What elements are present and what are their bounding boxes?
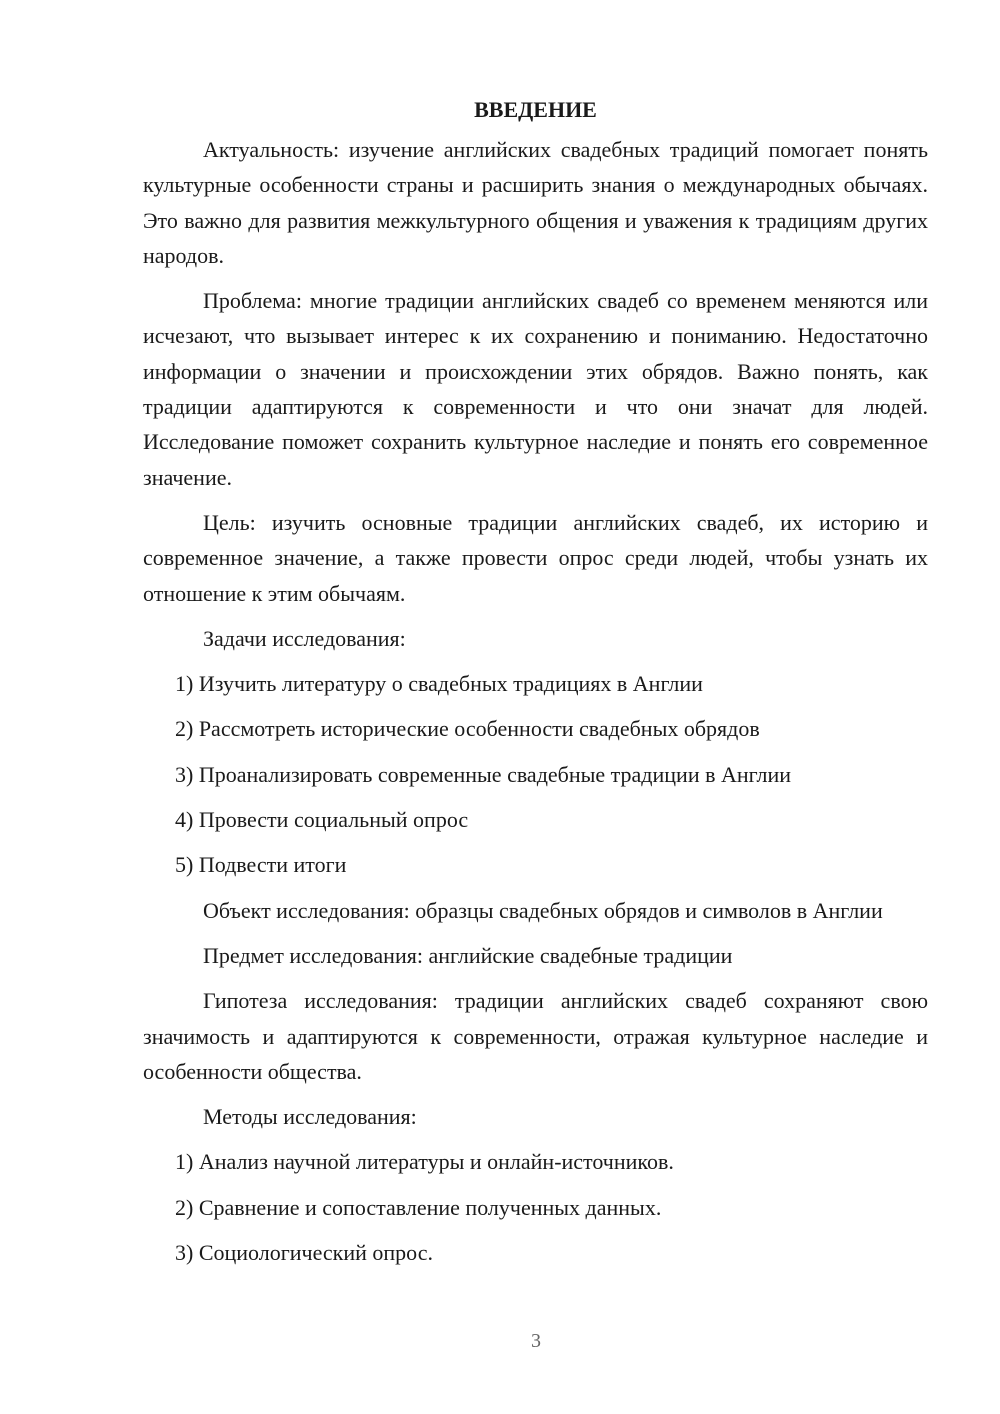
list-item: 3) Социологический опрос. <box>175 1240 433 1266</box>
goal-paragraph: Цель: изучить основные традиции английских свадеб, их историю и современное значение, а также провести опрос среди людей, чтобы узнать их отношение к этим обычаям. <box>143 509 928 606</box>
list-item: 1) Анализ научной литературы и онлайн-источников. <box>175 1149 674 1175</box>
page-title: ВВЕДЕНИЕ <box>474 97 597 122</box>
subject-paragraph: Предмет исследования: английские свадебные традиции <box>203 942 733 968</box>
list-item: 2) Рассмотреть исторические особенности свадебных обрядов <box>175 716 760 742</box>
methods-heading: Методы исследования: <box>203 1104 417 1130</box>
object-paragraph: Объект исследования: образцы свадебных обрядов и символов в Англии <box>203 897 883 923</box>
document-page <box>143 92 928 1280</box>
methods-list <box>143 1144 928 1270</box>
list-item: 5) Подвести итоги <box>175 852 347 878</box>
list-item: 4) Провести социальный опрос <box>175 807 469 833</box>
list-item: 3) Проанализировать современные свадебные традиции в Англии <box>175 761 792 787</box>
tasks-list <box>143 666 928 882</box>
list-item: 2) Сравнение и сопоставление полученных данных. <box>175 1194 662 1220</box>
hypothesis-paragraph: Гипотеза исследования: традиции английских свадеб сохраняют свою значимость и адаптируются к современности, отражая культурное наследие и особенности общества. <box>143 988 928 1084</box>
list-item: 1) Изучить литературу о свадебных традициях в Англии <box>175 671 703 697</box>
problem-paragraph: Проблема: многие традиции английских свадеб со временем меняются или исчезают, что вызывает интерес к их сохранению и пониманию. Недостаточно информации о значении и происхождении этих обрядов. Важно понять, как традиции адаптируются к современности и что они значат для людей. Исследование поможет сохранить культурное наследие и понять его современное значение. <box>143 288 928 490</box>
relevance-paragraph: Актуальность: изучение английских свадебных традиций помогает понять культурные особенности страны и расширить знания о международных обычаях. Это важно для развития межкультурного общения и уважения к традициям других народов. <box>143 137 928 268</box>
tasks-heading: Задачи исследования: <box>203 625 406 651</box>
page-number: 3 <box>531 1330 541 1352</box>
